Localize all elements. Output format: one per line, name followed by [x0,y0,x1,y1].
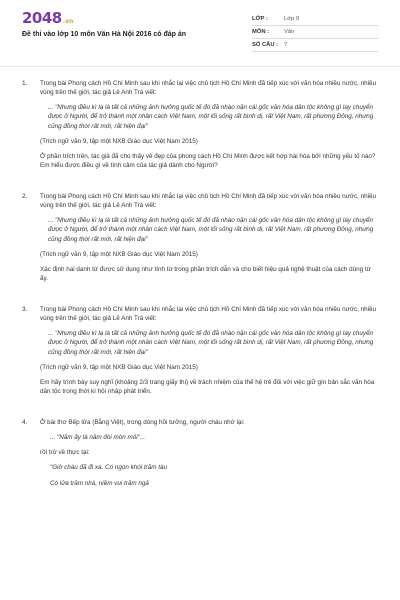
question-number: 1. [22,80,28,87]
question-number: 3. [22,306,28,313]
question-item-1 [22,79,378,170]
question-item-4 [22,418,378,488]
meta-label: LỚP : [252,15,268,22]
logo-main-text: 2048 [22,9,62,27]
site-logo[interactable] [22,8,73,30]
question-task: Em hãy trình bày suy nghĩ (khoảng 2/3 trang giấy thi) về trách nhiệm của thế hệ trẻ đối với việc giữ gìn bản sắc văn hóa dân tộc trong thời kì hội nhập phát triển. [40,378,375,395]
meta-row-question-count [252,39,378,52]
document-meta-table [252,13,378,52]
meta-value: Văn [284,28,295,35]
question-task: Ở phần trích trên, tác giả đã cho thấy vẻ đẹp của phong cách Hồ Chí Minh được kết hợp hài hòa bởi những yếu tố nào? Em hiểu được điều gì về tình cảm của tác giả dành cho Người? [40,152,376,169]
question-list [0,67,400,488]
poem-line: "Giờ cháu đã đi xa. Có ngọn khói trăm tàu [50,464,167,472]
question-intro: Trong bài Phong cách Hồ Chí Minh sau khi nhắc lại việc chủ tịch Hồ Chí Minh đã tiếp xúc với văn hóa nhiều nước, nhiều vùng trên thế giới, tác giả Lê Anh Trà viết: [40,80,377,97]
question-item-2 [22,192,378,283]
page-title: Đề thi vào lớp 10 môn Văn Hà Nội 2016 có đáp án [22,31,187,38]
question-number: 2. [22,193,28,200]
poem-line: Có lửa trăm nhà, niềm vui trăm ngả [50,479,149,487]
question-source: (Trích ngữ văn 9, tập một NXB Giáo dục Việt Nam 2015) [40,137,198,145]
question-intro: Trong bài Phong cách Hồ Chí Minh sau khi nhắc lại việc chủ tịch Hồ Chí Minh đã tiếp xúc với văn hóa nhiều nước, nhiều vùng trên thế giới, tác giả Lê Anh Trà viết: [40,193,377,210]
meta-label: SỐ CÂU : [252,41,279,48]
question-number: 4. [22,419,28,426]
question-item-3 [22,305,378,396]
question-quote: ... "Nhưng điều kì lạ là tất cả những ảnh hưởng quốc tế đó đã nhào nặn cái gốc văn hóa dân tộc không gì lay chuyển được ở Người, để trở thành một nhân cách Việt Nam, một lối sống rất bình dị, rất Việt Nam, rất phương Đông, nhưng cũng đồng thời rất mới, rất hiện đại" [48,217,374,243]
question-intro: Trong bài Phong cách Hồ Chí Minh sau khi nhắc lại việc chủ tịch Hồ Chí Minh đã tiếp xúc với văn hóa nhiều nước, nhiều vùng trên thế giới, tác giả Lê Anh Trà viết: [40,306,377,323]
question-source: (Trích ngữ văn 9, tập một NXB Giáo dục Việt Nam 2015) [40,250,198,258]
question-quote: ... "Nhưng điều kì lạ là tất cả những ảnh hưởng quốc tế đó đã nhào nặn cái gốc văn hóa dân tộc không gì lay chuyển được ở Người, để trở thành một nhân cách Việt Nam, một lối sống rất bình dị, rất Việt Nam, rất phương Đông, nhưng cũng đồng thời rất mới, rất hiện đại" [48,330,374,356]
question-task: Xác định hai danh từ được sử dụng như tính từ trong phần trích dẫn và cho biết hiệu quả nghệ thuật của cách dùng từ ấy. [40,265,371,282]
question-quote: ... "Nhưng điều kì lạ là tất cả những ảnh hưởng quốc tế đó đã nhào nặn cái gốc văn hóa dân tộc không gì lay chuyển được ở Người, để trở thành một nhân cách Việt Nam, một lối sống rất bình dị, rất Việt Nam, rất phương Đông, nhưng cũng đồng thời rất mới, rất hiện đại" [48,104,374,130]
meta-value: Lớp 9 [284,15,300,22]
meta-value: 7 [284,41,288,48]
question-source: (Trích ngữ văn 9, tập một NXB Giáo dục Việt Nam 2015) [40,363,198,371]
meta-row-subject [252,26,378,39]
question-short-quote: ... "Năm ấy là năm đói mòn mỏi"... [50,434,146,442]
meta-label: MÔN : [252,28,270,35]
question-intro: Ở bài thơ Bếp lửa (Bằng Việt), trong dòng hồi tưởng, người cháu nhớ lại: [40,419,245,426]
meta-row-grade [252,13,378,26]
question-transition: rồi trở về thực tại: [40,449,90,457]
document-header [0,0,400,67]
logo-suffix-text: .vn [62,18,74,25]
